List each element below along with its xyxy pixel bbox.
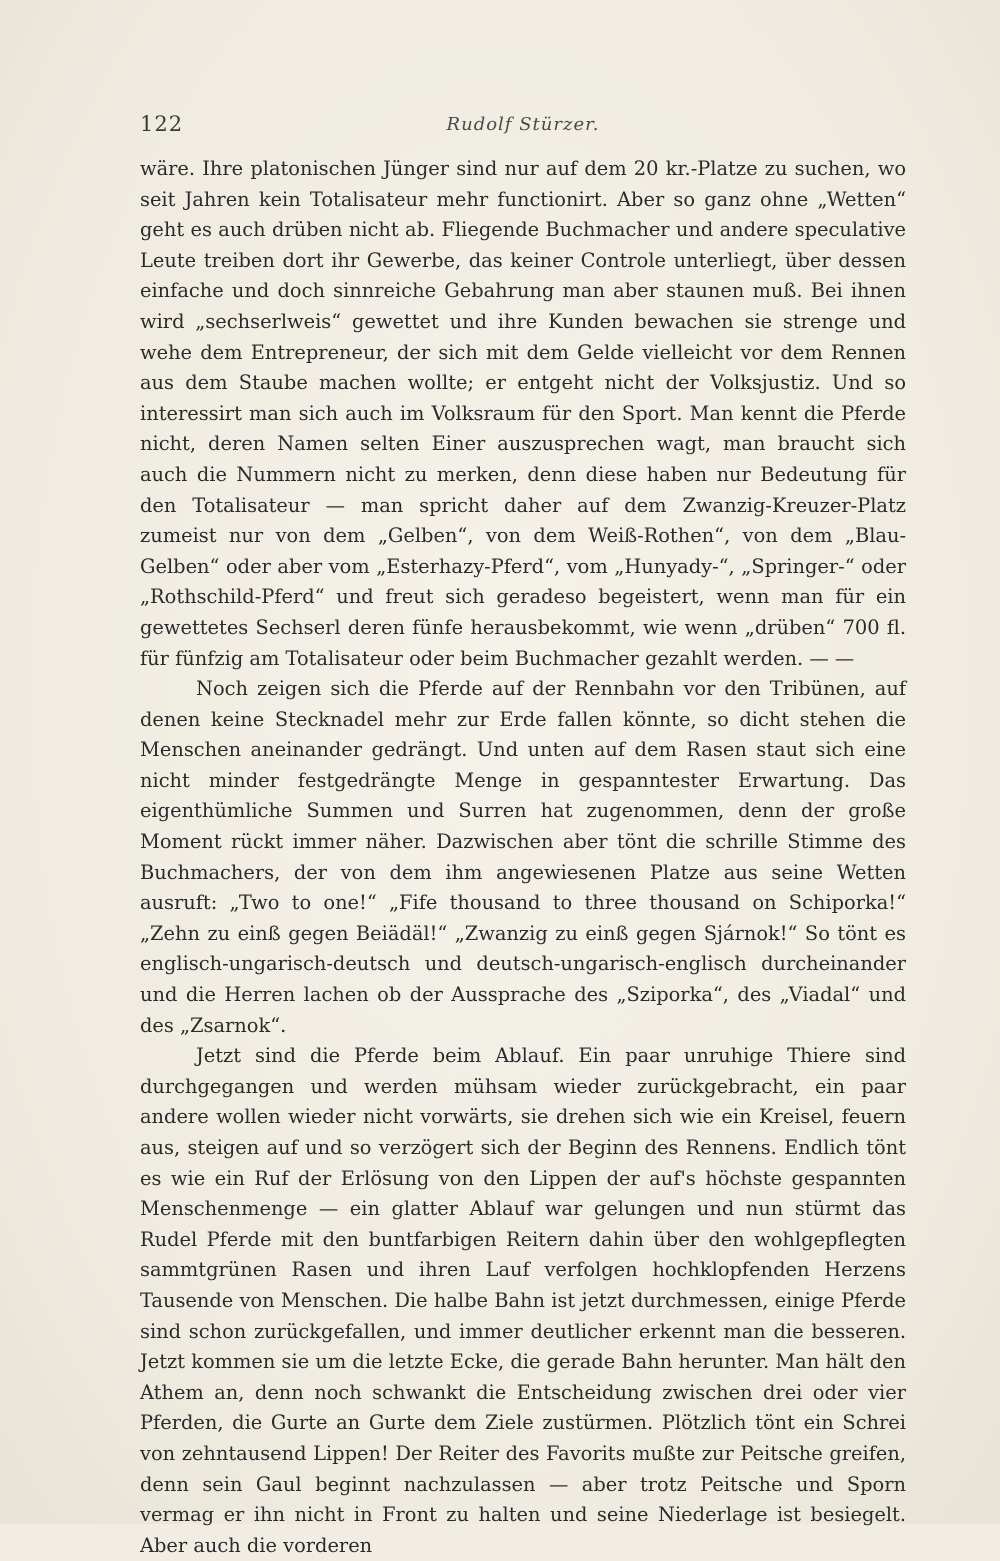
paragraph: Noch zeigen sich die Pferde auf der Rennbahn vor den Tribünen, auf denen keine Stecknadel mehr zur Erde fallen könnte, so dicht stehen die Menschen aneinander gedrängt. Und unten auf dem Rasen staut sich eine nicht minder festgedrängte Menge in gespanntester Erwartung. Das eigenthümliche Summen und Surren hat zugenommen, denn der große Moment rückt immer näher. Dazwischen aber tönt die schrille Stimme des Buchmachers, der von dem ihm angewiesenen Platze aus seine Wetten ausruft: „Two to one!“ „Fife thousand to three thousand on Schiporka!“ „Zehn zu einß gegen Beiädäl!“ „Zwanzig zu einß gegen Sjárnok!“ So tönt es englisch-ungarisch-deutsch und deutsch-ungarisch-englisch durcheinander und die Herren lachen ob der Aussprache des „Sziporka“, des „Viadal“ und des „Zsarnok“. [140,677,906,1037]
paragraph: Jetzt sind die Pferde beim Ablauf. Ein paar unruhige Thiere sind durchgegangen und werden mühsam wieder zurückgebracht, ein paar andere wollen wieder nicht vorwärts, sie drehen sich wie ein Kreisel, feuern aus, steigen auf und so verzögert sich der Beginn des Rennens. Endlich tönt es wie ein Ruf der Erlösung von den Lippen der auf's höchste gespannten Menschenmenge — ein glatter Ablauf war gelungen und nun stürmt das Rudel Pferde mit den buntfarbigen Reitern dahin über den wohlgepflegten sammtgrünen Rasen und ihren Lauf verfolgen hochklopfenden Herzens Tausende von Menschen. Die halbe Bahn ist jetzt durchmessen, einige Pferde sind schon zurückgefallen, und immer deutlicher erkennt man die besseren. Jetzt kommen sie um die letzte Ecke, die gerade Bahn herunter. Man hält den Athem an, denn noch schwankt die Entscheidung zwischen drei oder vier Pferden, die Gurte an Gurte dem Ziele zustürmen. Plötzlich tönt ein Schrei von zehntausend Lippen! Der Reiter des Favorits mußte zur Peitsche greifen, denn sein Gaul beginnt nachzulassen — aber trotz Peitsche und Sporn vermag er ihn nicht in Front zu halten und seine Niederlage ist besiegelt. Aber auch die vorderen [140,1044,906,1557]
body-text [140,154,906,1561]
page-number: 122 [140,112,184,136]
page-header [140,112,906,146]
paragraph: wäre. Ihre platonischen Jünger sind nur auf dem 20 kr.-Platze zu suchen, wo seit Jahren kein Totalisateur mehr functionirt. Aber so ganz ohne „Wetten“ geht es auch drüben nicht ab. Fliegende Buchmacher und andere speculative Leute treiben dort ihr Gewerbe, das keiner Controle unterliegt, über dessen einfache und doch sinnreiche Gebahrung man aber staunen muß. Bei ihnen wird „sechserlweis“ gewettet und ihre Kunden bewachen sie strenge und wehe dem Entrepreneur, der sich mit dem Gelde vielleicht vor dem Rennen aus dem Staube machen wollte; er entgeht nicht der Volksjustiz. Und so interessirt man sich auch im Volksraum für den Sport. Man kennt die Pferde nicht, deren Namen selten Einer auszusprechen wagt, man braucht sich auch die Nummern nicht zu merken, denn diese haben nur Bedeutung für den Totalisateur — man spricht daher auf dem Zwanzig-Kreuzer-Platz zumeist nur von dem „Gelben“, von dem Weiß-Rothen“, von dem „Blau-Gelben“ oder aber vom „Esterhazy-Pferd“, vom „Hunyady-“, „Springer-“ oder „Rothschild-Pferd“ und freut sich geradeso begeistert, wenn man für ein gewettetes Sechserl deren fünfe herausbekommt, wie wenn „drüben“ 700 fl. für fünfzig am Totalisateur oder beim Buchmacher gezahlt werden. — — [140,157,906,670]
running-head: Rudolf Stürzer. [446,114,600,135]
